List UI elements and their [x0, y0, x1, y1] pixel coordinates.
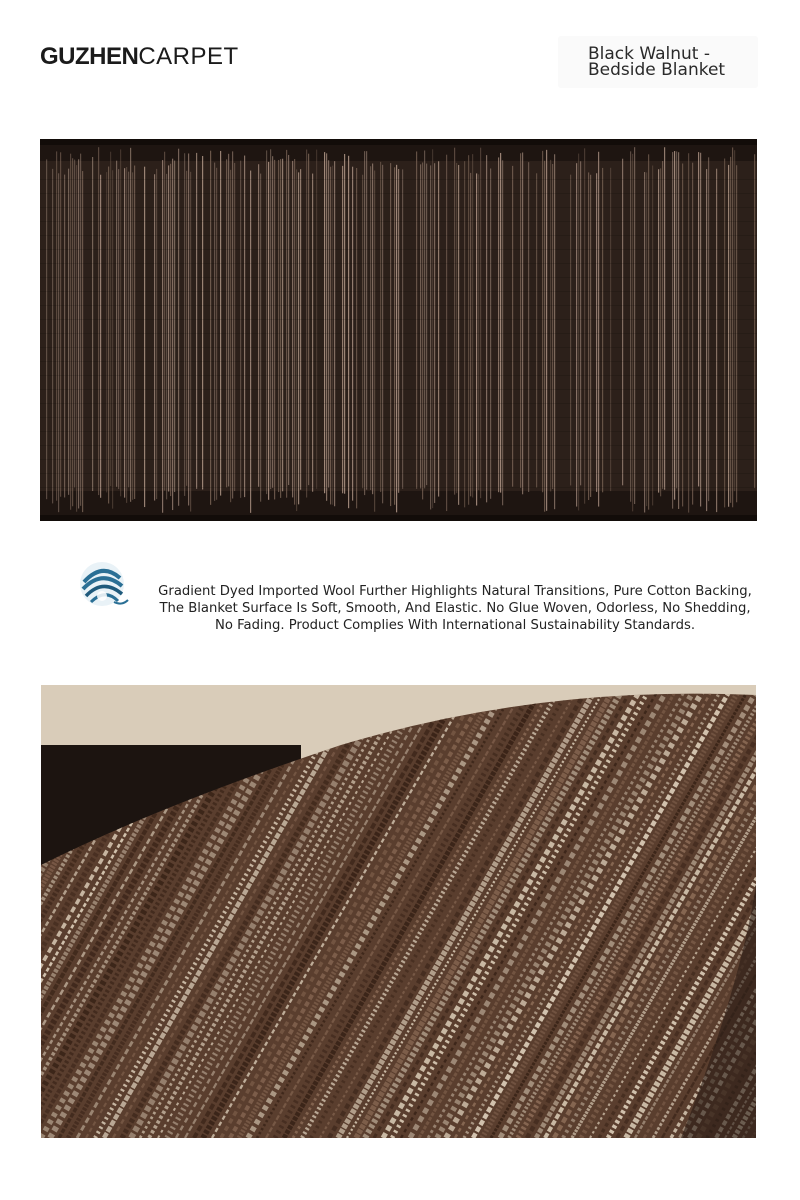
product-title-box [558, 36, 758, 88]
feature-description: Gradient Dyed Imported Wool Further Highlights Natural Transitions, Pure Cotton Backing, The Blanket Surface Is Soft, Smooth, And Elastic. No Glue Woven, Odorless, No Shedding, No Fading. Product Complies With International Sustainability Standards. [158, 584, 752, 633]
rug-folded-image [41, 685, 756, 1138]
feature-section [60, 545, 760, 655]
page-header [0, 0, 800, 120]
brand-name-light: CARPET [138, 43, 239, 70]
wool-yarn-ball-icon [78, 560, 130, 612]
rug-fold-graphic [41, 685, 756, 1138]
product-title: Black Walnut - Bedside Blanket [588, 44, 726, 80]
brand-logo [40, 42, 239, 72]
brand-name-bold: GUZHEN [40, 43, 139, 70]
rug-stripes-graphic [40, 139, 757, 521]
rug-flat-image [40, 139, 757, 521]
